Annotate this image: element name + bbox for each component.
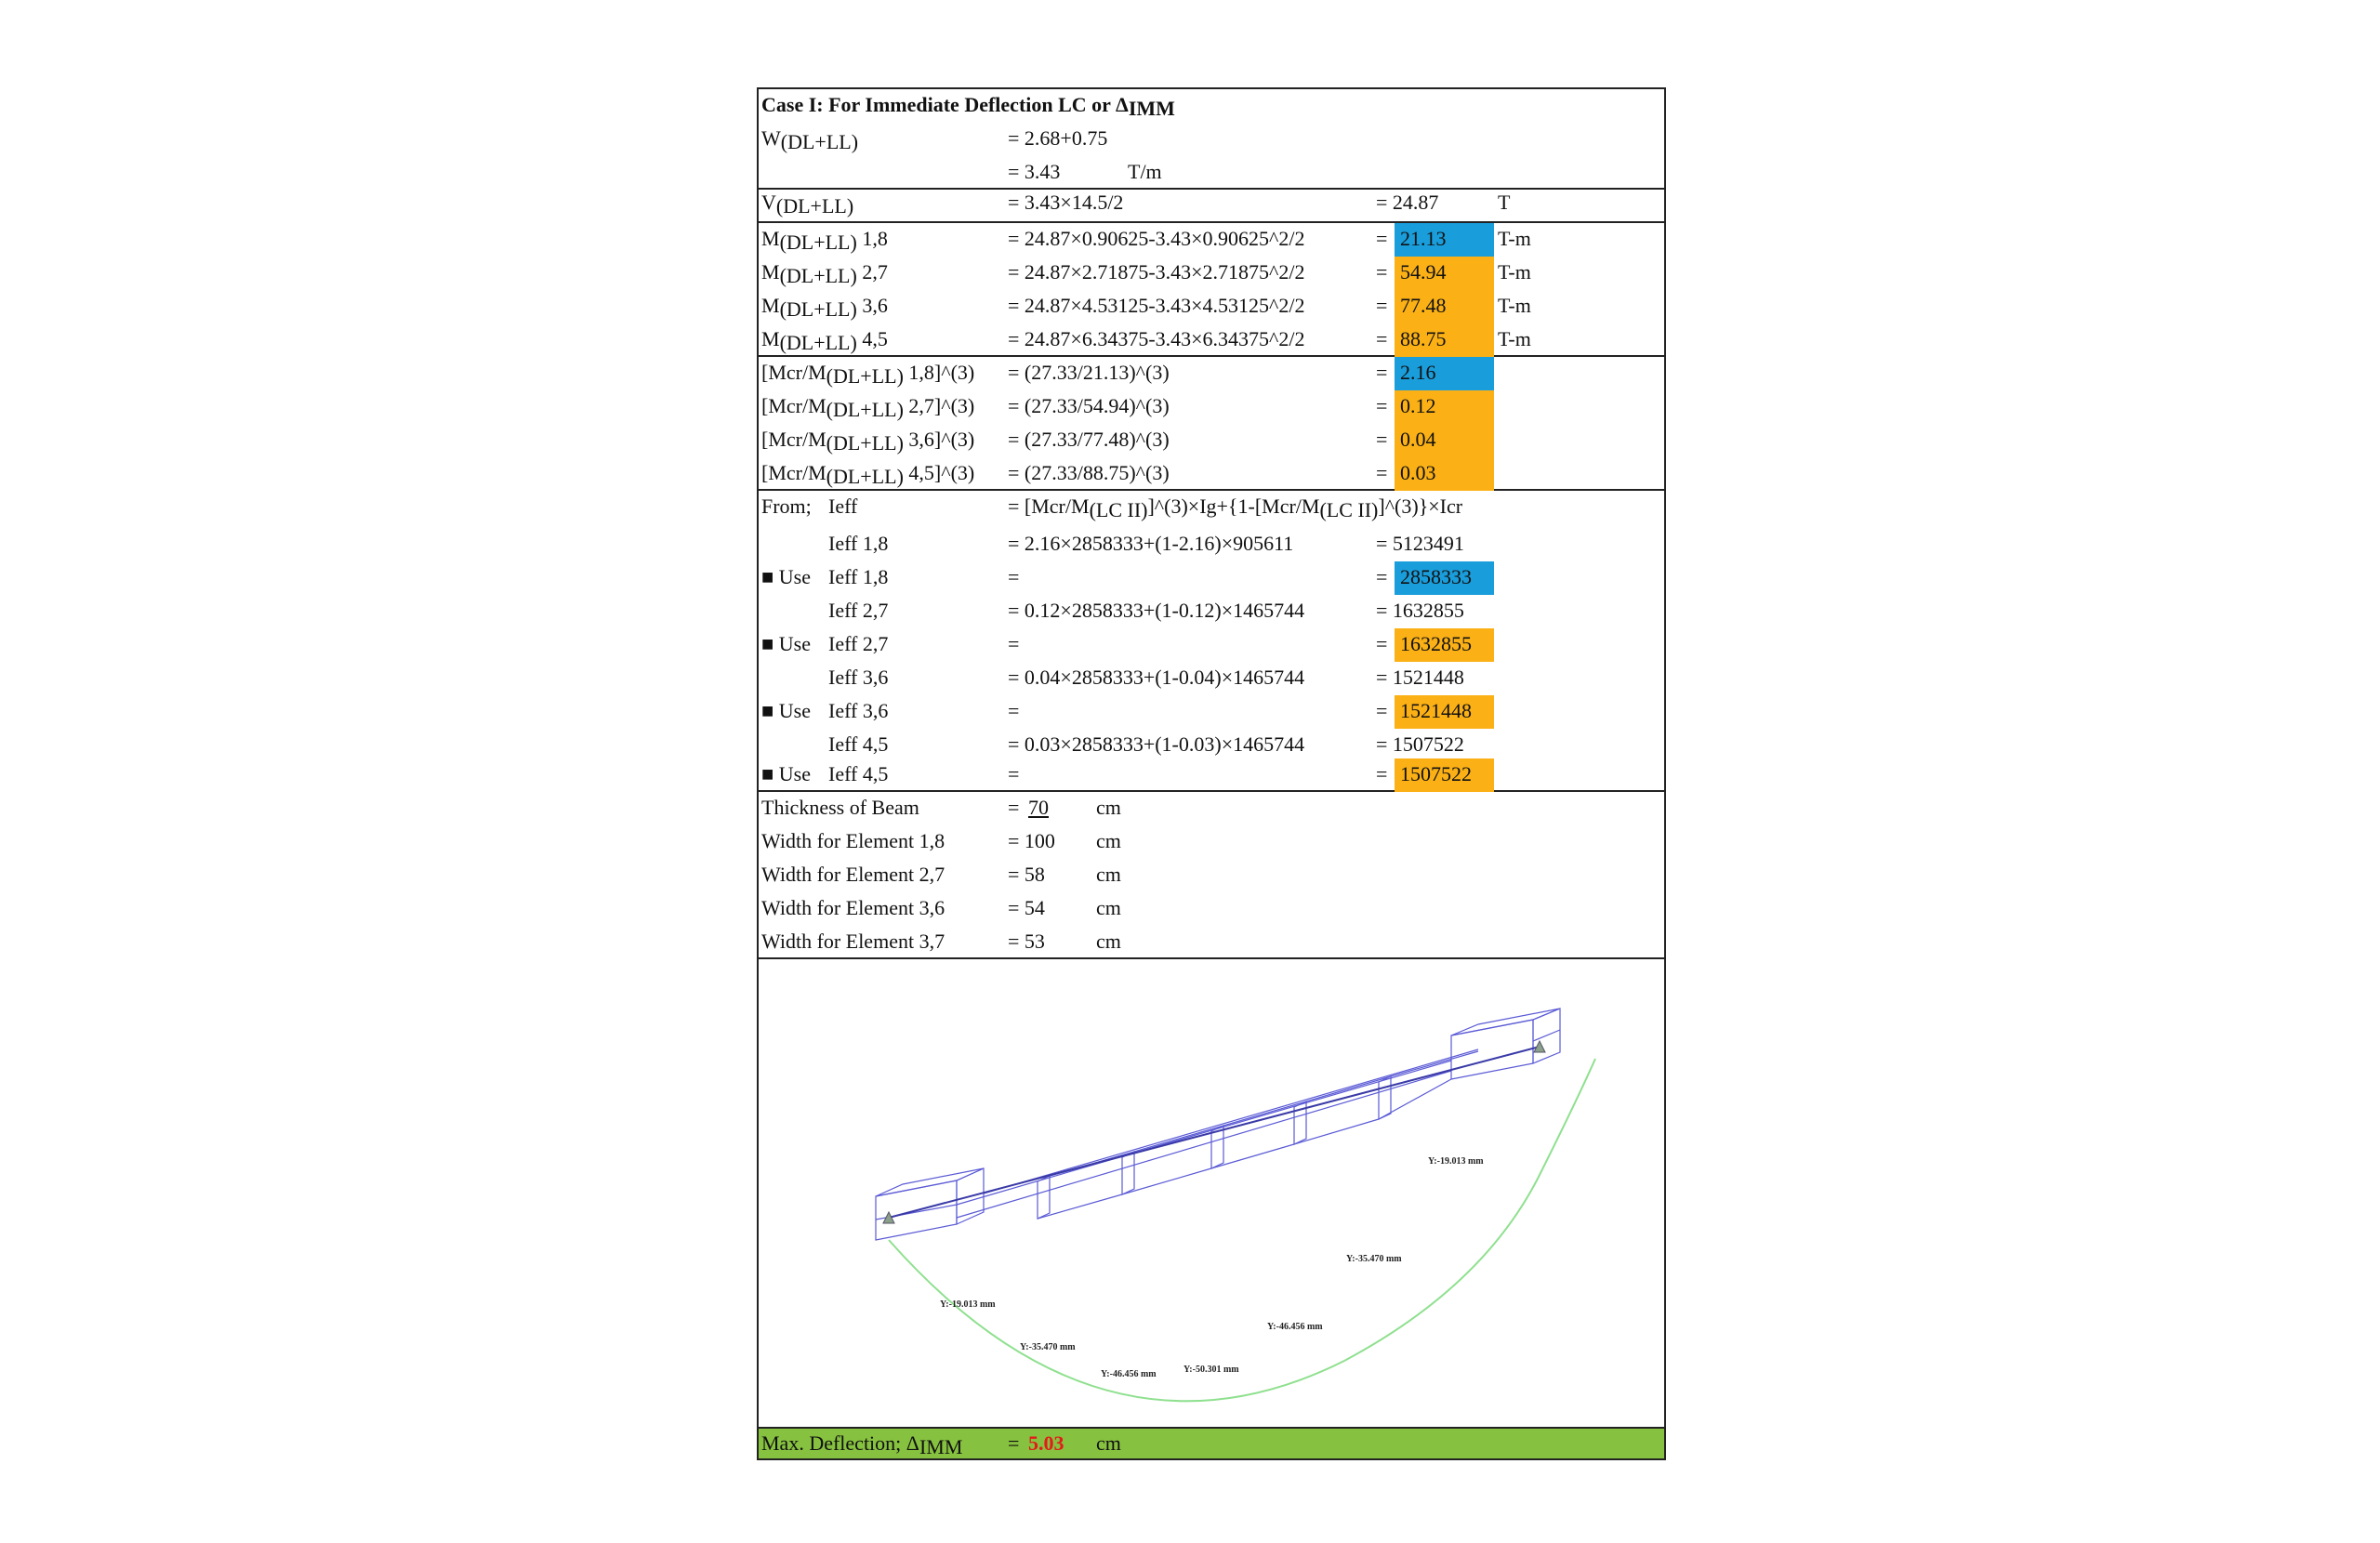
ratio-label: [Mcr/M(DL+LL) 1,8]^(3): [761, 361, 975, 388]
ieff-use-formula: =: [1008, 699, 1020, 722]
ieff-calc-row: [759, 595, 1664, 628]
ratio-formula: = (27.33/54.94)^(3): [1008, 394, 1170, 417]
ratio-value: 0.03: [1400, 461, 1436, 484]
ieff-use-value: 1507522: [1400, 762, 1472, 785]
ieff-formula: = 0.03×2858333+(1-0.03)×1465744: [1008, 732, 1305, 756]
thickness-value: 70: [1028, 796, 1049, 819]
moment-row: [759, 323, 1664, 357]
deflection-label: Y:-46.456 mm: [1267, 1322, 1323, 1332]
ieff-use-name: Ieff 1,8: [828, 565, 889, 588]
thickness-unit: cm: [1096, 796, 1121, 819]
ieff-use-name: Ieff 2,7: [828, 632, 889, 655]
section-dimensions: [759, 792, 1664, 959]
moment-formula: = 24.87×6.34375-3.43×6.34375^2/2: [1008, 327, 1305, 350]
ieff-use-formula: =: [1008, 762, 1020, 785]
width-row: [759, 859, 1664, 892]
ieff-formula: = 2.16×2858333+(1-2.16)×905611: [1008, 532, 1294, 555]
moment-unit: T-m: [1498, 294, 1531, 317]
moment-label: M(DL+LL) 3,6: [761, 294, 888, 321]
moment-eq: =: [1376, 294, 1388, 317]
ratio-eq: =: [1376, 361, 1388, 384]
ieff-use-eq: =: [1376, 699, 1388, 722]
calculation-sheet: [757, 87, 1666, 1460]
thickness-row: [759, 792, 1664, 825]
ieff-calc-row: [759, 729, 1664, 762]
ieff-use-name: Ieff 3,6: [828, 699, 889, 722]
w-unit: T/m: [1128, 160, 1162, 183]
w-label: W(DL+LL): [761, 126, 859, 153]
moment-label: M(DL+LL) 2,7: [761, 260, 888, 287]
beam-model: [876, 1009, 1560, 1240]
moment-value: 21.13: [1400, 227, 1447, 250]
width-value: = 100: [1008, 829, 1055, 852]
ratio-eq: =: [1376, 461, 1388, 484]
moment-unit: T-m: [1498, 327, 1531, 350]
width-row: [759, 825, 1664, 859]
moment-eq: =: [1376, 327, 1388, 350]
ratio-row: [759, 424, 1664, 457]
ieff-result: = 5123491: [1376, 532, 1464, 555]
use-label: ■ Use: [761, 632, 812, 655]
v-row: [759, 187, 1664, 220]
v-unit: T: [1498, 191, 1511, 214]
width-value: = 53: [1008, 930, 1045, 953]
max-deflection-eq: =: [1008, 1431, 1020, 1455]
ieff-from-label: From;: [761, 495, 812, 518]
ieff-name: Ieff 3,6: [828, 666, 889, 689]
ieff-use-formula: =: [1008, 565, 1020, 588]
ieff-calc-row: [759, 528, 1664, 561]
ratio-formula: = (27.33/77.48)^(3): [1008, 428, 1170, 451]
deflection-label: Y:-19.013 mm: [940, 1299, 996, 1310]
ratio-formula: = (27.33/88.75)^(3): [1008, 461, 1170, 484]
ratio-row: [759, 390, 1664, 424]
use-label: ■ Use: [761, 699, 812, 722]
deflection-label: Y:-35.470 mm: [1020, 1342, 1076, 1352]
section-shear: [759, 190, 1664, 223]
max-deflection-value: 5.03: [1028, 1431, 1064, 1455]
ieff-use-eq: =: [1376, 632, 1388, 655]
v-formula: = 3.43×14.5/2: [1008, 191, 1124, 214]
ieff-name: Ieff 1,8: [828, 532, 889, 555]
w-formula: = 2.68+0.75: [1008, 126, 1108, 150]
ratio-label: [Mcr/M(DL+LL) 3,6]^(3): [761, 428, 975, 455]
width-unit: cm: [1096, 829, 1121, 852]
beam-axis: [889, 1047, 1540, 1218]
ratio-label: [Mcr/M(DL+LL) 2,7]^(3): [761, 394, 975, 421]
width-value: = 58: [1008, 863, 1045, 886]
ieff-formula: = 0.04×2858333+(1-0.04)×1465744: [1008, 666, 1305, 689]
max-deflection-label: Max. Deflection; ΔIMM: [761, 1431, 963, 1458]
ratio-row: [759, 357, 1664, 390]
moment-eq: =: [1376, 260, 1388, 284]
ieff-calc-row: [759, 662, 1664, 695]
ieff-use-value: 1632855: [1400, 632, 1472, 655]
width-label: Width for Element 2,7: [761, 863, 945, 886]
ieff-result: = 1507522: [1376, 732, 1464, 756]
w-result: = 3.43: [1008, 160, 1061, 183]
beam-deflection-svg: [759, 961, 1664, 1426]
moment-value: 77.48: [1400, 294, 1447, 317]
use-label: ■ Use: [761, 565, 812, 588]
ieff-formula: = 0.12×2858333+(1-0.12)×1465744: [1008, 599, 1305, 622]
w-row: [759, 123, 1664, 156]
use-label: ■ Use: [761, 762, 812, 785]
moment-formula: = 24.87×2.71875-3.43×2.71875^2/2: [1008, 260, 1305, 284]
deflection-label: Y:-19.013 mm: [1428, 1156, 1484, 1167]
case-title: Case I: For Immediate Deflection LC or ΔIMM: [761, 93, 1175, 120]
moment-unit: T-m: [1498, 227, 1531, 250]
width-unit: cm: [1096, 930, 1121, 953]
ieff-from-row: [759, 491, 1664, 524]
width-row: [759, 926, 1664, 959]
ieff-use-eq: =: [1376, 565, 1388, 588]
ieff-use-row: [759, 758, 1664, 792]
moment-row: [759, 223, 1664, 257]
thickness-eq: =: [1008, 796, 1020, 819]
width-label: Width for Element 1,8: [761, 829, 945, 852]
ieff-use-row: [759, 628, 1664, 662]
ieff-use-value: 1521448: [1400, 699, 1472, 722]
section-ieff: [759, 491, 1664, 792]
ratio-row: [759, 457, 1664, 491]
ieff-name: Ieff 4,5: [828, 732, 889, 756]
moment-label: M(DL+LL) 4,5: [761, 327, 888, 354]
width-row: [759, 892, 1664, 926]
thickness-label: Thickness of Beam: [761, 796, 919, 819]
deflection-label: Y:-46.456 mm: [1101, 1369, 1157, 1379]
ieff-result: = 1632855: [1376, 599, 1464, 622]
ieff-use-value: 2858333: [1400, 565, 1472, 588]
section-ratios: [759, 357, 1664, 491]
v-result: = 24.87: [1376, 191, 1439, 214]
ieff-general-formula: = [Mcr/M(LC II)]^(3)×Ig+{1-[Mcr/M(LC II)]^(3)}×Icr: [1008, 495, 1463, 521]
ratio-eq: =: [1376, 428, 1388, 451]
section-load: [759, 89, 1664, 190]
width-unit: cm: [1096, 863, 1121, 886]
deflection-label: Y:-50.301 mm: [1183, 1365, 1239, 1375]
width-unit: cm: [1096, 896, 1121, 919]
moment-value: 54.94: [1400, 260, 1447, 284]
moment-eq: =: [1376, 227, 1388, 250]
ratio-formula: = (27.33/21.13)^(3): [1008, 361, 1170, 384]
moment-row: [759, 290, 1664, 323]
ratio-eq: =: [1376, 394, 1388, 417]
moment-label: M(DL+LL) 1,8: [761, 227, 888, 254]
ieff-use-row: [759, 695, 1664, 729]
w-result-row: [759, 156, 1664, 190]
moment-formula: = 24.87×0.90625-3.43×0.90625^2/2: [1008, 227, 1305, 250]
beam-deflection-diagram: [759, 961, 1664, 1426]
moment-row: [759, 257, 1664, 290]
support-icon: [1534, 1041, 1545, 1052]
case-title-row: [759, 89, 1664, 123]
deflection-label: Y:-35.470 mm: [1346, 1254, 1402, 1264]
ieff-use-row: [759, 561, 1664, 595]
ieff-name: Ieff 2,7: [828, 599, 889, 622]
deflection-curve: [889, 1059, 1595, 1401]
ieff-use-formula: =: [1008, 632, 1020, 655]
ieff-from-name: Ieff: [828, 495, 858, 518]
ieff-result: = 1521448: [1376, 666, 1464, 689]
width-value: = 54: [1008, 896, 1045, 919]
ratio-value: 2.16: [1400, 361, 1436, 384]
moment-formula: = 24.87×4.53125-3.43×4.53125^2/2: [1008, 294, 1305, 317]
max-deflection-unit: cm: [1096, 1431, 1121, 1455]
moment-value: 88.75: [1400, 327, 1447, 350]
width-label: Width for Element 3,6: [761, 896, 945, 919]
ratio-value: 0.04: [1400, 428, 1436, 451]
ieff-use-name: Ieff 4,5: [828, 762, 889, 785]
ieff-use-eq: =: [1376, 762, 1388, 785]
moment-unit: T-m: [1498, 260, 1531, 284]
section-moments: [759, 223, 1664, 357]
max-deflection-bar: [759, 1427, 1664, 1458]
ratio-label: [Mcr/M(DL+LL) 4,5]^(3): [761, 461, 975, 488]
ratio-value: 0.12: [1400, 394, 1436, 417]
width-label: Width for Element 3,7: [761, 930, 945, 953]
v-label: V(DL+LL): [761, 191, 854, 218]
